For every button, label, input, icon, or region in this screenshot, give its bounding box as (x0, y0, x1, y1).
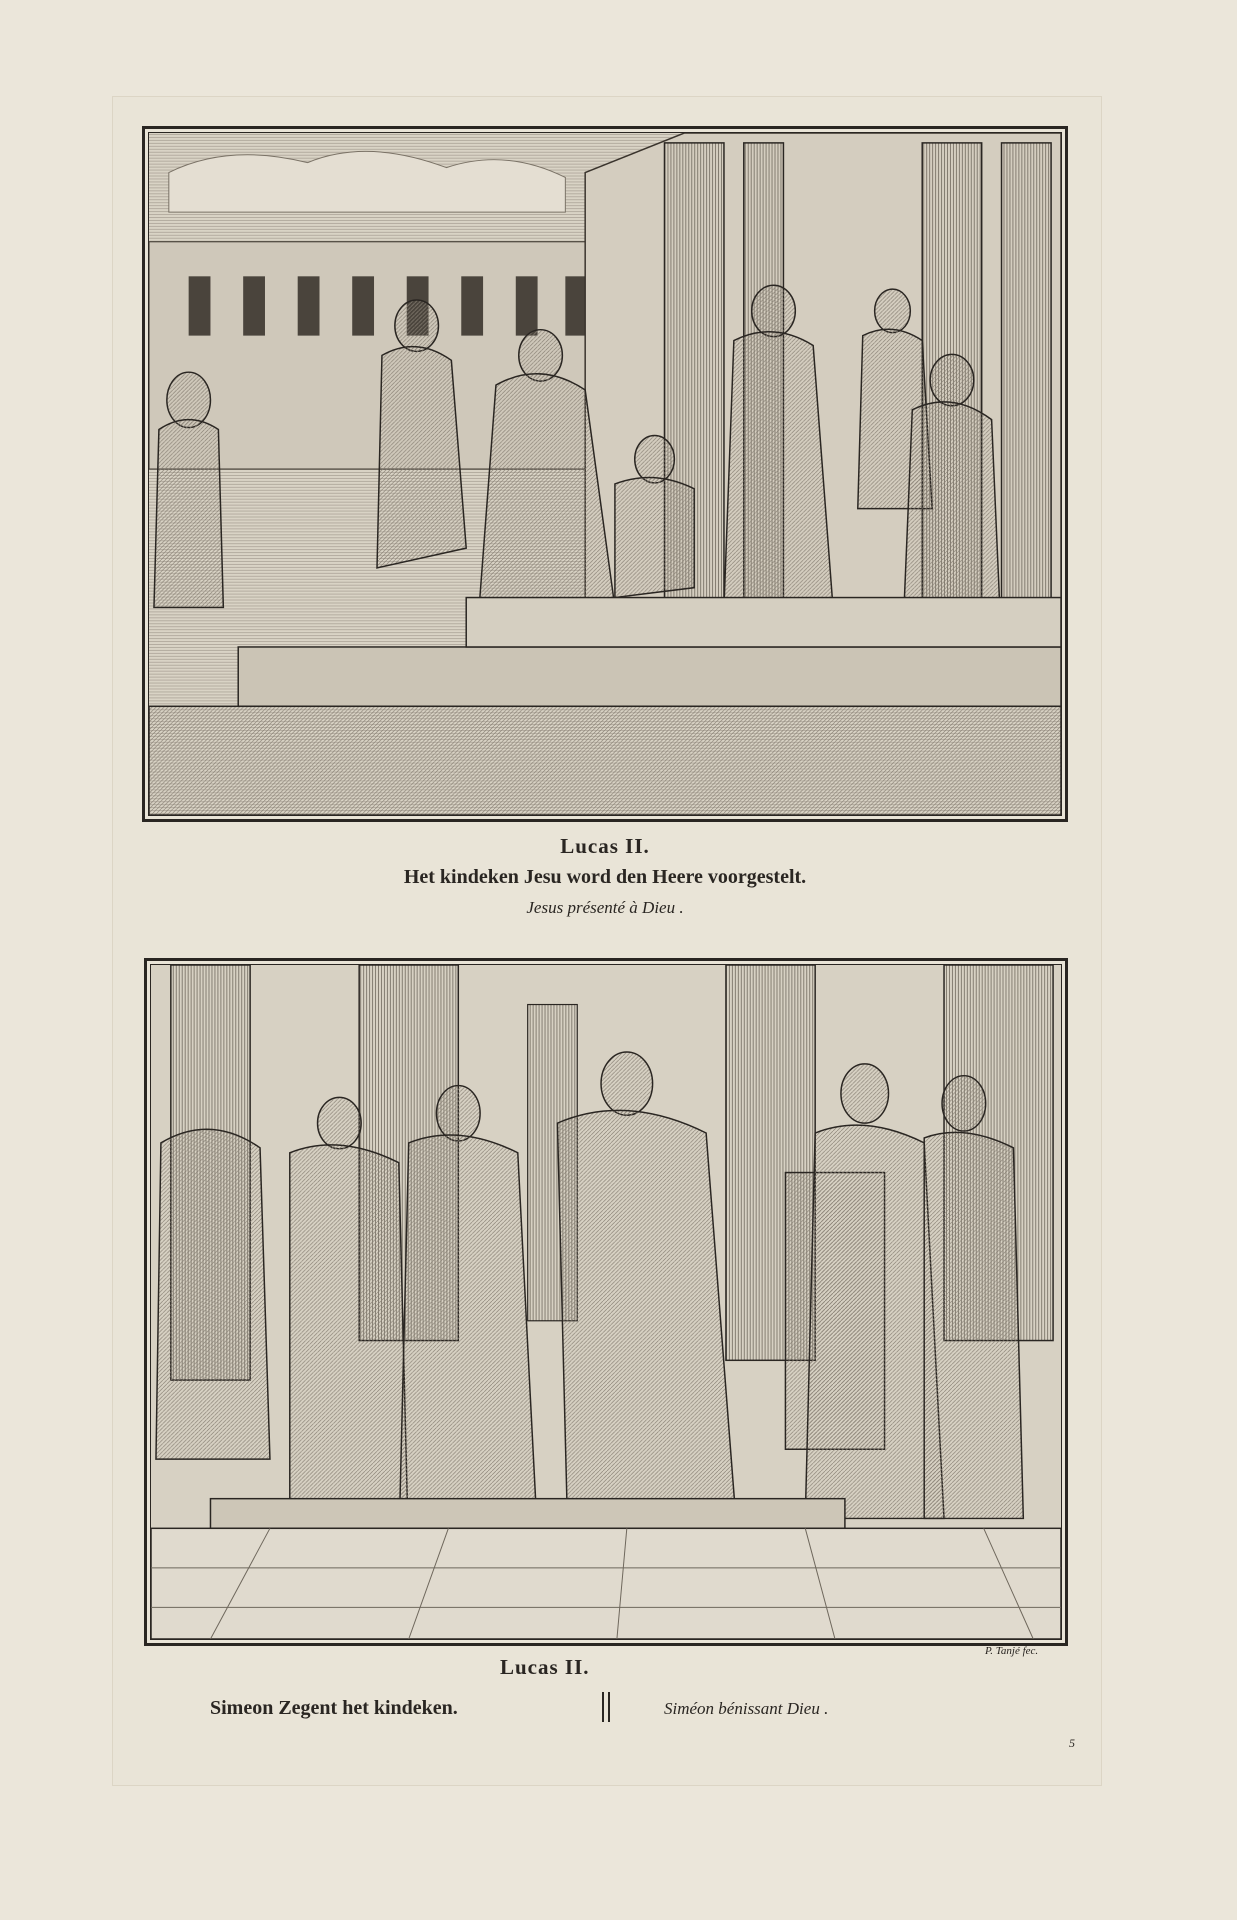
temple-presentation-scene (149, 133, 1061, 815)
bottom-engraving (144, 958, 1068, 1646)
top-engraving (142, 126, 1068, 822)
top-caption-dutch: Het kindeken Jesu word den Heere voorgestelt. (403, 866, 807, 888)
bottom-caption-french: Siméon bénissant Dieu . (664, 1699, 829, 1718)
bottom-caption-title: Lucas II. (500, 1655, 590, 1679)
bottom-caption-dutch: Simeon Zegent het kindeken. (210, 1697, 458, 1719)
top-caption-french: Jesus présenté à Dieu . (526, 898, 684, 917)
caption-separator (601, 1692, 613, 1722)
top-caption-title: Lucas II. (560, 834, 650, 858)
page-number: 5 (1069, 1736, 1075, 1750)
engraver-signature: P. Tanjé fec. (985, 1645, 1039, 1657)
simeon-blessing-scene (151, 965, 1061, 1639)
